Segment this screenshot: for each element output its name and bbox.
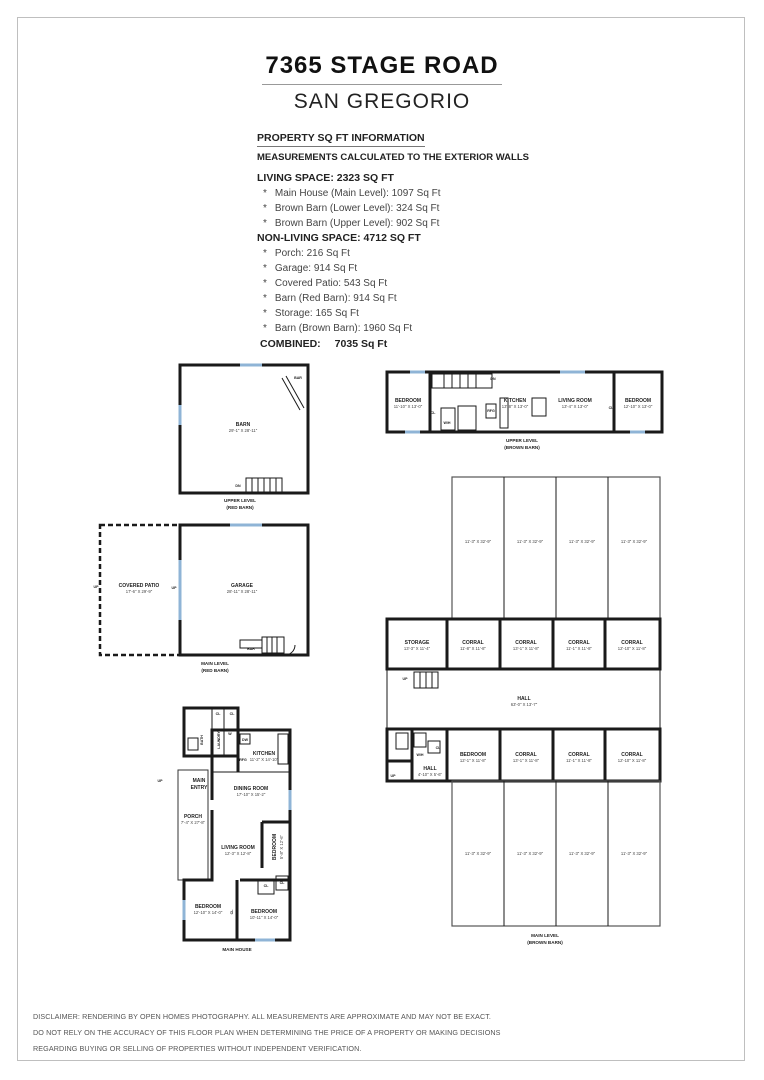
plan-caption: (BROWN BARN) [527, 940, 563, 945]
room-dims: 29'-1" X 28'-11" [228, 428, 258, 433]
list-item: * Garage: 914 Sq Ft [263, 261, 587, 276]
room-dims: 17'-10" X 15'-2" [236, 792, 266, 797]
room-label: KITCHEN [503, 398, 527, 404]
closet-label: CL [608, 406, 614, 410]
list-item: * Barn (Brown Barn): 1960 Sq Ft [263, 321, 587, 336]
room-label: BEDROOM [250, 909, 278, 915]
property-address: 7365 STAGE ROAD [265, 52, 499, 79]
room-dims: 10'-11" X 14'-0" [249, 915, 279, 920]
plan-caption: MAIN LEVEL [201, 661, 229, 666]
room-label: BEDROOM [194, 904, 222, 910]
room-dims: 12'-10" X 11'-8" [617, 646, 647, 651]
room-label: LAUNDRY [217, 731, 221, 749]
water-heater-label: W/H [443, 421, 451, 425]
stall-dims: 11'-3" X 32'-9" [516, 851, 544, 856]
room-dims: 5'-8" X 12'-6" [279, 834, 284, 860]
room-label: CORRAL [621, 640, 643, 646]
room-label: GARAGE [231, 583, 253, 589]
room-dims: 13'-8" X 13'-0" [501, 404, 529, 409]
room-label: BATH [200, 735, 204, 745]
stall-dims: 11'-3" X 32'-9" [620, 539, 648, 544]
room-dims: 4'-10" X 5'-6" [417, 772, 443, 777]
brown-barn-main-plan [387, 477, 660, 945]
list-item: * Barn (Red Barn): 914 Sq Ft [263, 291, 587, 306]
room-label: BEDROOM [272, 833, 278, 861]
red-barn-upper-plan [180, 365, 308, 510]
closet-label: CL [263, 884, 269, 888]
room-label: CORRAL [621, 752, 643, 758]
closet-label: CL [279, 881, 285, 885]
room-label: BARN [235, 422, 251, 428]
room-dims: 63'-0" X 13'-7" [510, 702, 538, 707]
room-dims: 11'-1" X 11'-8" [566, 646, 592, 651]
room-label: BEDROOM [624, 398, 652, 404]
up-label: UP [402, 677, 408, 681]
sqft-note: MEASUREMENTS CALCULATED TO THE EXTERIOR WALLS [257, 152, 529, 163]
disclaimer-line: DISCLAIMER: RENDERING BY OPEN HOMES PHOTOGRAPHY. ALL MEASUREMENTS ARE APPROXIMATE AND MAY NOT BE EXACT. [33, 1012, 492, 1021]
entry-label: MAIN [192, 778, 206, 784]
closet-label: CL [229, 712, 235, 716]
list-item: * Brown Barn (Lower Level): 324 Sq Ft [263, 201, 587, 216]
room-dims: 11'-2" X 14'-10" [249, 757, 279, 762]
room-label: KITCHEN [252, 751, 276, 757]
fridge-label: RFG [487, 409, 495, 413]
stall-dims: 11'-3" X 32'-9" [568, 851, 596, 856]
plan-caption: MAIN HOUSE [222, 947, 252, 952]
dn-label: DN [235, 484, 241, 488]
disclaimer-line: DO NOT RELY ON THE ACCURACY OF THIS FLOOR PLAN WHEN DETERMINING THE PRICE OF A PROPERTY OR MAKING DECISIONS [33, 1028, 501, 1037]
washer-label: W [228, 732, 232, 736]
room-dims: 12'-1" X 11'-8" [459, 758, 487, 763]
room-dims: 13'-3" X 11'-4" [403, 646, 431, 651]
plan-caption: (RED BARN) [201, 668, 229, 673]
bar-label: BAR [294, 376, 302, 380]
up-label: UP [157, 779, 163, 783]
list-item: * Brown Barn (Upper Level): 902 Sq Ft [263, 216, 587, 231]
room-label: PORCH [183, 814, 203, 820]
combined-label: COMBINED: [260, 338, 321, 350]
room-label: COVERED PATIO [118, 583, 160, 589]
stall-dims: 11'-3" X 32'-9" [464, 851, 492, 856]
sqft-heading: PROPERTY SQ FT INFORMATION [257, 132, 425, 147]
room-label: BEDROOM [459, 752, 487, 758]
entry-label: ENTRY [190, 785, 208, 791]
dishwasher-label: DW [242, 738, 248, 742]
plan-caption: UPPER LEVEL [506, 438, 538, 443]
closet-label: CL [430, 411, 436, 415]
plan-caption: (BROWN BARN) [504, 445, 540, 450]
room-dims: 13'-1" X 11'-8" [512, 758, 540, 763]
room-dims: 11'-8" X 11'-8" [460, 646, 486, 651]
plan-caption: (RED BARN) [226, 505, 254, 510]
dn-label: DN [490, 377, 496, 381]
up-label: UP [390, 774, 396, 778]
room-dims: 7'-4" X 27'-8" [180, 820, 206, 825]
room-dims: 11'-10" X 13'-0" [393, 404, 423, 409]
closet-label: CL [230, 909, 234, 915]
living-space-title: LIVING SPACE: 2323 SQ FT [257, 172, 394, 184]
room-label: CORRAL [462, 640, 484, 646]
room-label: DINING ROOM [233, 786, 269, 792]
room-dims: 17'-6" X 29'-9" [125, 589, 153, 594]
room-label: CORRAL [515, 752, 537, 758]
room-dims: 13'-4" X 13'-0" [561, 404, 589, 409]
list-item: * Storage: 165 Sq Ft [263, 306, 587, 321]
room-label: BEDROOM [394, 398, 422, 404]
room-label: LIVING ROOM [558, 398, 592, 404]
room-label: STORAGE [404, 640, 430, 646]
plan-caption: UPPER LEVEL [224, 498, 256, 503]
brown-barn-upper-plan [387, 372, 662, 450]
room-dims: 28'-11" X 28'-11" [226, 589, 258, 594]
room-label: CORRAL [568, 640, 590, 646]
list-item: * Main House (Main Level): 1097 Sq Ft [263, 186, 587, 201]
room-dims: 12'-10" X 14'-0" [193, 910, 223, 915]
plan-caption: MAIN LEVEL [531, 933, 559, 938]
room-dims: 12'-10" X 13'-0" [623, 404, 653, 409]
main-house-plan [158, 708, 291, 952]
up-label: UP [93, 585, 99, 589]
room-label: HALL [423, 766, 437, 772]
nonliving-space-title: NON-LIVING SPACE: 4712 SQ FT [257, 232, 421, 244]
stall-dims: 11'-3" X 32'-9" [516, 539, 544, 544]
room-dims: 12'-3" X 12'-8" [224, 851, 252, 856]
room-label: LIVING ROOM [221, 845, 255, 851]
up-label: UP [171, 586, 177, 590]
list-item: * Porch: 216 Sq Ft [263, 246, 587, 261]
fridge-label: RFG [239, 758, 247, 762]
room-label: HALL [517, 696, 531, 702]
property-city: SAN GREGORIO [293, 90, 471, 113]
room-dims: 12'-10" X 11'-8" [617, 758, 647, 763]
disclaimer [33, 1009, 733, 1057]
room-dims: 11'-1" X 11'-8" [566, 758, 592, 763]
combined-value: 7035 Sq Ft [334, 338, 388, 350]
stall-dims: 11'-3" X 32'-9" [620, 851, 648, 856]
room-label: CORRAL [568, 752, 590, 758]
room-label: CORRAL [515, 640, 537, 646]
room-dims: 13'-1" X 11'-8" [512, 646, 540, 651]
red-barn-main-plan [94, 525, 309, 673]
stall-dims: 11'-3" X 32'-9" [464, 539, 492, 544]
closet-label: CL [215, 712, 221, 716]
closet-label: CL [435, 746, 441, 750]
list-item: * Covered Patio: 543 Sq Ft [263, 276, 587, 291]
bar-label: BAR [247, 647, 255, 651]
disclaimer-line: REGARDING BUYING OR SELLING OF PROPERTIES WITHOUT INDEPENDENT VERIFICATION. [33, 1044, 362, 1053]
water-heater-label: W/H [416, 753, 424, 757]
stall-dims: 11'-3" X 32'-9" [568, 539, 596, 544]
